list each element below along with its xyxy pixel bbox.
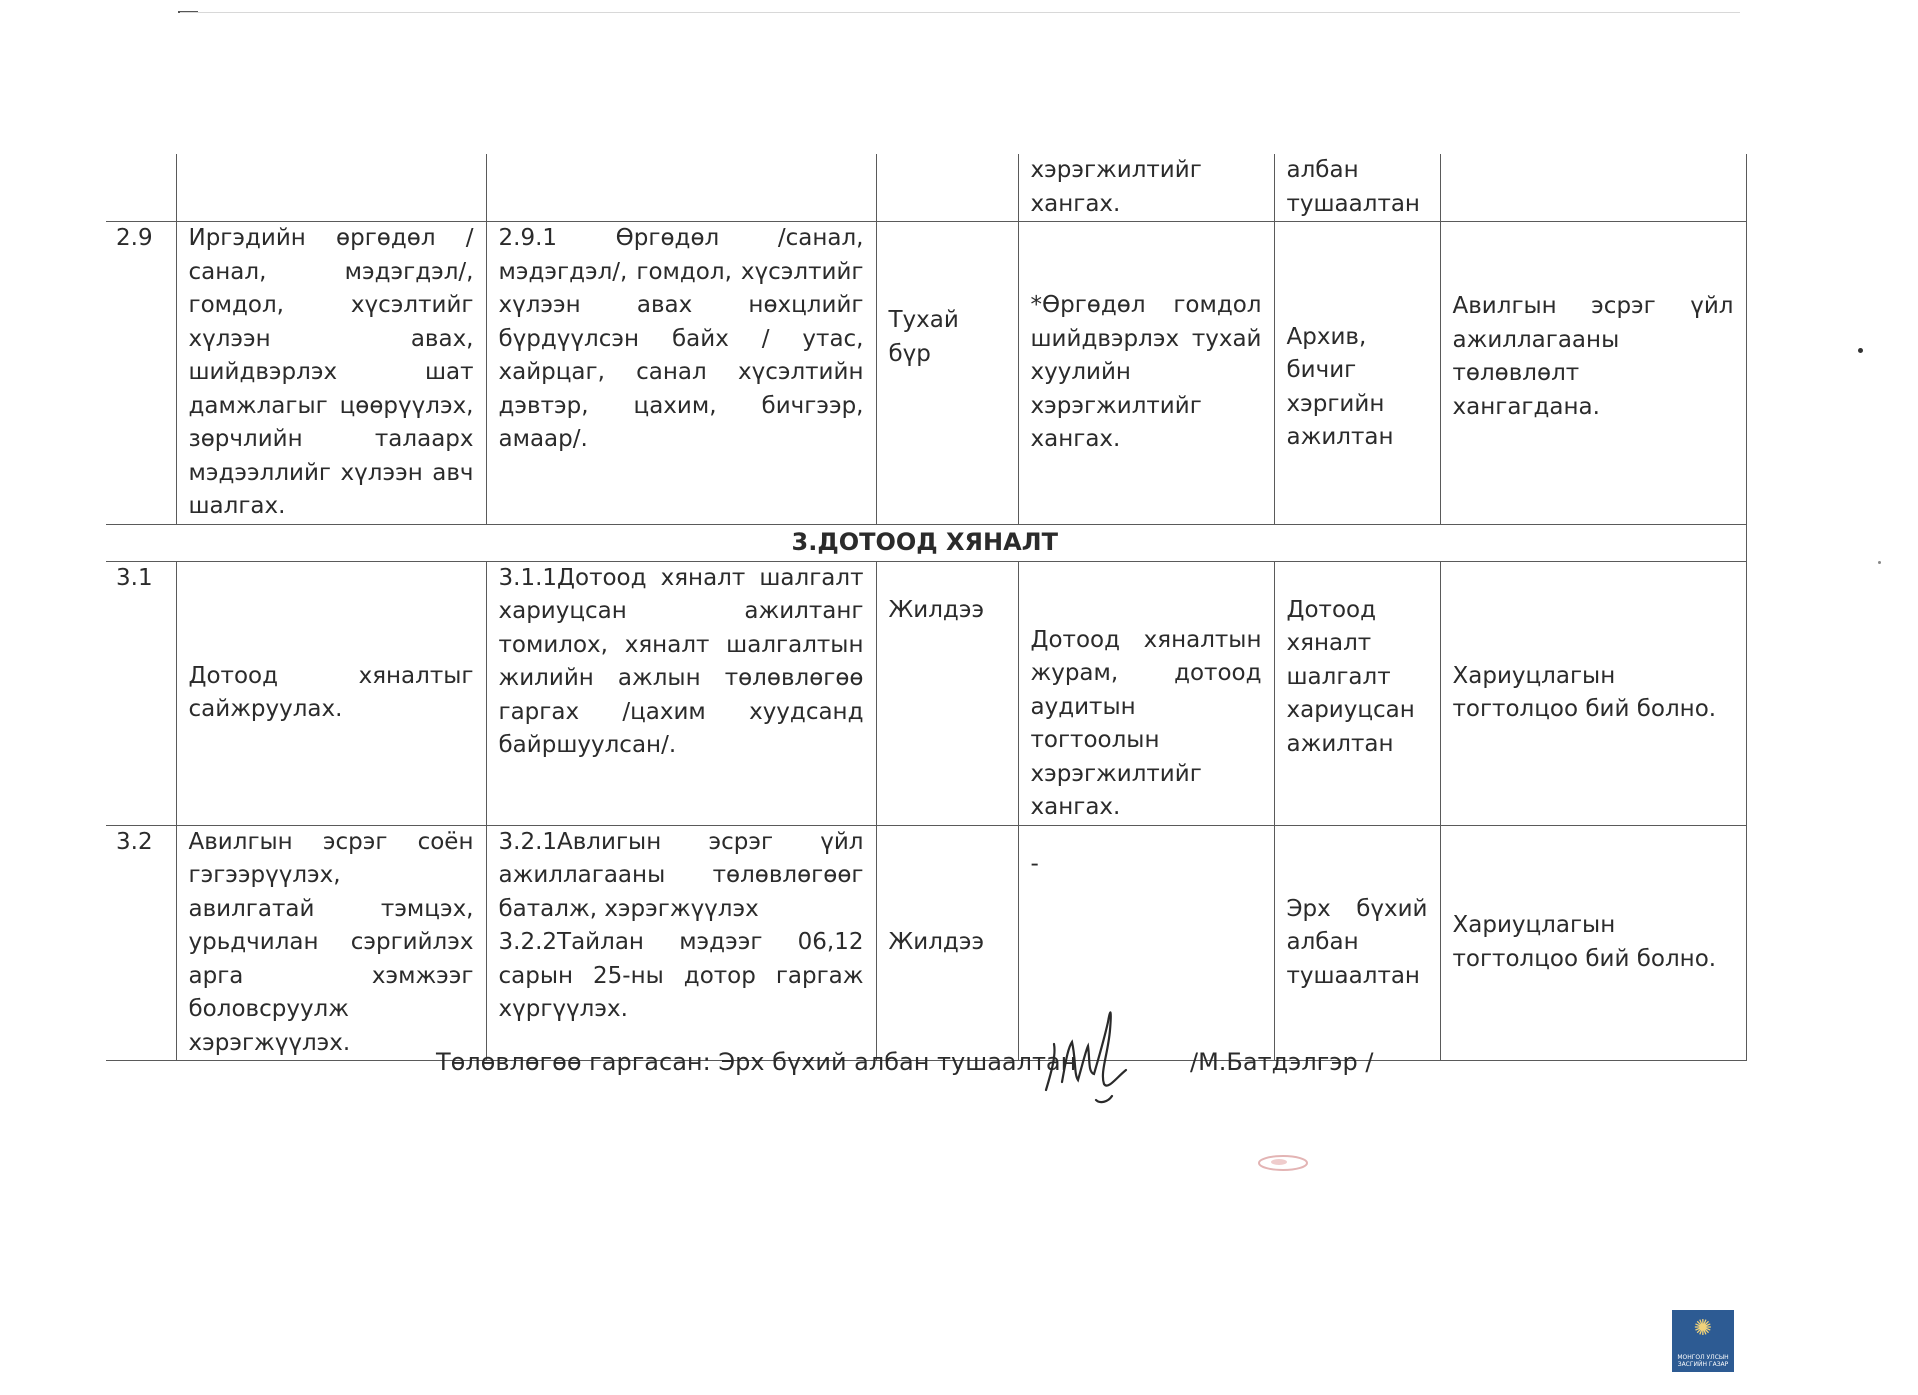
cell-basis: хэрэгжилтийг хангах. xyxy=(1018,154,1274,222)
timing-text: Жилдээ xyxy=(876,561,1018,825)
table-row-continuation xyxy=(106,154,1746,222)
goal-text: Иргэдийн өргөдөл /санал, мэдэгдэл/, гомдол, хүсэлтийг хүлээн авах, шийдвэрлэх шат дамжлагыг цөөрүүлэх, зөрчлийн талаарх мэдээллийг хүлээн авч шалгах. xyxy=(176,222,486,525)
activity-text-2: 3.2.2Тайлан мэдээг 06,12 сарын 25-ны дотор гаргаж хүргүүлэх. xyxy=(498,929,864,1022)
row-number: 3.2 xyxy=(106,825,176,1061)
table-row-3-2 xyxy=(106,825,1746,1061)
cell-goal xyxy=(176,154,486,222)
activity-cell xyxy=(486,825,876,1061)
scan-edge-line xyxy=(180,12,1740,13)
responsible-text: Эрх бүхий албан тушаалтан xyxy=(1274,825,1440,1061)
timing-text: Жилдээ xyxy=(876,825,1018,1061)
prepared-by-label: Төлөвлөгөө гаргасан: Эрх бүхий албан тушаалтан xyxy=(436,1048,1077,1076)
emblem-caption: МОНГОЛ УЛСЫН ЗАСГИЙН ГАЗАР xyxy=(1677,1354,1729,1368)
timing-text: Тухай бүр xyxy=(876,222,1018,525)
cell-activity xyxy=(486,154,876,222)
responsible-text: Архив, бичиг хэргийн ажилтан xyxy=(1274,222,1440,525)
result-text: Авилгын эсрэг үйл ажиллагааны төлөвлөлт хангагдана. xyxy=(1440,222,1746,525)
basis-text: *Өргөдөл гомдол шийдвэрлэх тухай хуулийн хэрэгжилтийг хангах. xyxy=(1018,222,1274,525)
table-row-2-9 xyxy=(106,222,1746,525)
basis-text: Дотоод хяналтын журам, дотоод аудитын тогтоолын хэрэгжилтийг хангах. xyxy=(1018,561,1274,825)
responsible-text: Дотоод хяналт шалгалт хариуцсан ажилтан xyxy=(1274,561,1440,825)
goal-text: Авилгын эсрэг соён гэгээрүүлэх, авилгатай тэмцэх, урьдчилан сэргийлэх арга хэмжээг боловсруулж хэрэгжүүлэх. xyxy=(176,825,486,1061)
cell-timing xyxy=(876,154,1018,222)
cell-result xyxy=(1440,154,1746,222)
table-row-3-1 xyxy=(106,561,1746,825)
activity-text: 2.9.1 Өргөдөл /санал, мэдэгдэл/, гомдол, хүсэлтийг хүлээн авах нөхцлийг бүрдүүлсэн байх / утас, хайрцаг, санал хүсэлтийн дэвтэр, цахим, бичгээр, амаар/. xyxy=(486,222,876,525)
cell-responsible: албан тушаалтан xyxy=(1274,154,1440,222)
section-title: 3.ДОТООД ХЯНАЛТ xyxy=(106,524,1746,561)
signature-mark xyxy=(1038,1000,1143,1110)
section-header-row xyxy=(106,524,1746,561)
result-text: Хариуцлагын тогтолцоо бий болно. xyxy=(1440,825,1746,1061)
soyombo-emblem-icon: ✺ xyxy=(1693,1316,1713,1341)
stamp-smudge xyxy=(1255,1152,1311,1174)
row-number: 3.1 xyxy=(106,561,176,825)
signatory-name: /М.Батдэлгэр / xyxy=(1190,1048,1374,1076)
action-plan-table xyxy=(106,154,1747,1061)
result-text: Хариуцлагын тогтолцоо бий болно. xyxy=(1440,561,1746,825)
basis-text: - xyxy=(1018,825,1274,1061)
activity-text-1: 3.2.1Авлигын эсрэг үйл ажиллагааны төлөвлөгөөг баталж, хэрэгжүүлэх xyxy=(498,828,864,922)
row-number: 2.9 xyxy=(106,222,176,525)
goal-text: Дотоод хяналтыг сайжруулах. xyxy=(176,561,486,825)
scan-speck xyxy=(1858,348,1863,353)
scan-speck xyxy=(1878,561,1881,564)
activity-text: 3.1.1Дотоод хяналт шалгалт хариуцсан ажилтанг томилох, хяналт шалгалтын жилийн ажлын төлөвлөгөө гаргах /цахим хуудсанд байршуулсан/. xyxy=(486,561,876,825)
cell-number xyxy=(106,154,176,222)
government-emblem xyxy=(1672,1310,1734,1372)
